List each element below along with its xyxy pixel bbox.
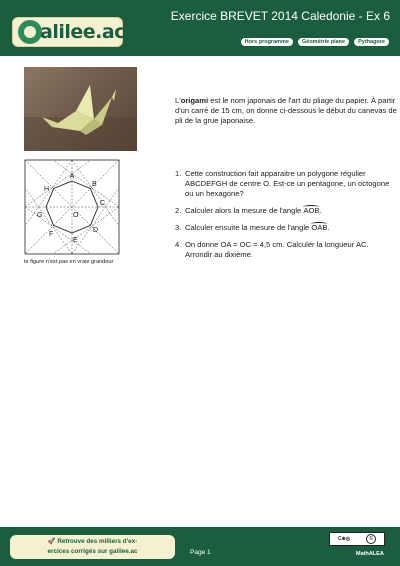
- logo-text: alilee.ac: [40, 21, 125, 43]
- origami-crane-photo: [24, 67, 137, 151]
- label-a: A: [69, 173, 75, 180]
- label-f: F: [49, 231, 54, 238]
- mathalea-brand: MathALEA: [356, 551, 384, 557]
- tag-hors-programme[interactable]: Hors programme: [240, 37, 294, 47]
- tag-geometrie-plane[interactable]: Géométrie plane: [297, 37, 350, 47]
- question-list: [175, 169, 397, 267]
- logo-g-icon: [18, 20, 42, 44]
- cc-by-icon: ©: [366, 534, 376, 544]
- question-4-number: 4.: [175, 240, 182, 249]
- label-b: B: [92, 181, 97, 188]
- intro-pre: L': [175, 96, 181, 105]
- label-o: O: [73, 212, 79, 219]
- question-2-end: .: [319, 206, 322, 215]
- question-3-end: .: [327, 223, 330, 232]
- galilee-logo[interactable]: [12, 17, 123, 47]
- exercise-title: Exercice BREVET 2014 Caledonie - Ex 6: [170, 9, 390, 23]
- label-h: H: [44, 186, 50, 193]
- question-2: [175, 206, 397, 216]
- figure-caption: te figure n'est pas en vraie grandeur: [24, 259, 114, 265]
- octagon-construction-figure: [24, 159, 120, 255]
- angle-aob: AOB: [303, 206, 320, 215]
- license-badge[interactable]: [329, 532, 385, 546]
- label-c: C: [100, 200, 106, 207]
- label-g: G: [37, 212, 43, 219]
- question-3-text: Calculer ensuite la mesure de l'angle: [185, 223, 312, 232]
- intro-paragraph: [175, 96, 397, 126]
- question-1-text: Cette construction fait apparaitre un polygone régulier ABCDEFGH de centre O. Est-ce un pentagone, un octogone ou un hexagone?: [185, 169, 390, 198]
- angle-oab: OAB: [311, 223, 328, 232]
- question-2-number: 2.: [175, 206, 182, 215]
- question-1: [175, 169, 397, 199]
- license-text: C⊕◎: [337, 536, 351, 542]
- tag-list: [240, 37, 390, 47]
- promo-line-1: 🚀 Retrouve des milliers d'ex-: [47, 538, 138, 545]
- origami-crane-icon: [24, 67, 137, 151]
- promo-link[interactable]: [10, 535, 175, 559]
- question-3-number: 3.: [175, 223, 182, 232]
- tag-pythagore[interactable]: Pythagore: [353, 37, 390, 47]
- question-2-text: Calculer alors la mesure de l'angle: [185, 206, 304, 215]
- intro-origami-word: origami: [180, 96, 209, 105]
- question-1-number: 1.: [175, 169, 182, 178]
- intro-post: est le nom japonais de l'art du pliage du papier. À partir d'un carré de 15 cm, on donne ci-dessous le début du canevas de pli de la grue japonaise.: [175, 96, 397, 125]
- question-4: [175, 240, 397, 260]
- question-3: [175, 223, 397, 233]
- question-4-text: On donne OA = OC = 4,5 cm. Calculer la longueur AC. Arrondir au dixième.: [185, 240, 369, 259]
- label-e: E: [73, 237, 78, 244]
- page-number: Page 1: [190, 549, 211, 556]
- label-d: D: [93, 227, 99, 234]
- promo-line-2: ercices corrigés sur galilee.ac: [47, 548, 138, 555]
